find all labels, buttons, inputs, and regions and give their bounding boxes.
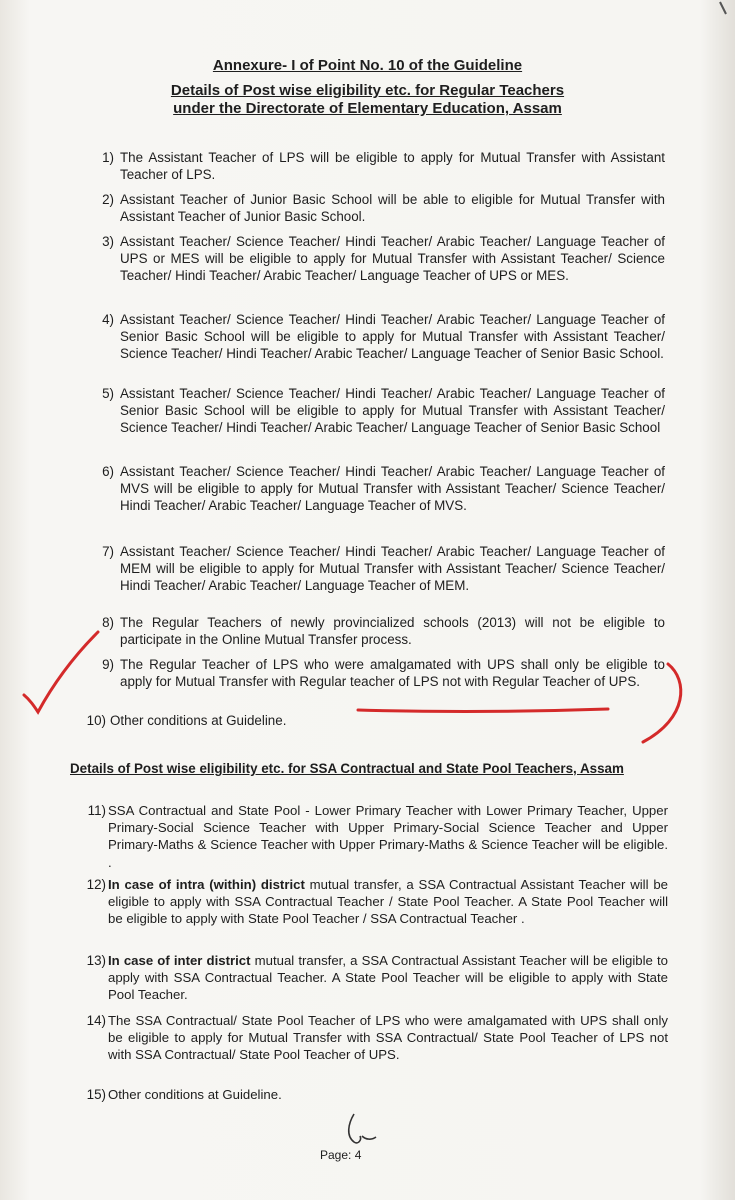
item-text: Other conditions at Guideline. [110, 713, 287, 728]
signature-mark [340, 1110, 390, 1150]
item-number: 2) [102, 192, 114, 207]
item-body-text: mutual transfer, a SSA Contractual Assistant Teacher will be eligible to apply with SSA Contractual Teacher. A State Pool Teacher will be eligible to apply with State Pool Teacher. [108, 953, 668, 1003]
page-number: Page: 4 [320, 1148, 362, 1162]
page-title: Annexure- I of Point No. 10 of the Guideline [212, 57, 523, 74]
item-text: Assistant Teacher/ Science Teacher/ Hindi Teacher/ Arabic Teacher/ Language Teacher of MVS will be eligible to apply for Mutual Transfer with Assistant Teacher/ Science Teacher/ Hindi Teacher/ Arabic Teacher/ Language Teacher of MVS. [120, 464, 665, 514]
scan-corner-mark [700, 0, 735, 40]
item-number: 1) [102, 150, 114, 165]
item-number: 14) [86, 1013, 106, 1028]
item-number: 13) [86, 953, 106, 968]
item-number: 9) [102, 657, 114, 672]
item-text [108, 876, 668, 928]
item-number: 10) [86, 713, 106, 728]
item-text: The Regular Teachers of newly provincialized schools (2013) will not be eligible to participate in the Online Mutual Transfer process. [120, 615, 665, 648]
item-text: Assistant Teacher of Junior Basic School will be able to eligible for Mutual Transfer with Assistant Teacher of Junior Basic School. [120, 192, 665, 225]
item-bold-text: In case of inter district [108, 953, 251, 968]
item-text: Assistant Teacher/ Science Teacher/ Hindi Teacher/ Arabic Teacher/ Language Teacher of MEM will be eligible to apply for Mutual Transfer with Assistant Teacher/ Science Teacher/ Hindi Teacher/ Arabic Teacher/ Language Teacher of MEM. [120, 544, 665, 594]
item-number: 5) [102, 386, 114, 401]
item-text [108, 1012, 668, 1064]
item-text: The Regular Teacher of LPS who were amalgamated with UPS shall only be eligible to apply for Mutual Transfer with Regular teacher of LPS not with Regular Teacher of UPS. [120, 657, 665, 690]
item-text: Assistant Teacher/ Science Teacher/ Hindi Teacher/ Arabic Teacher/ Language Teacher of Senior Basic School will be eligible to apply for Mutual Transfer with Assistant Teacher/ Science Teacher/ Hindi Teacher/ Arabic Teacher/ Language Teacher of Senior Basic School. [120, 312, 665, 362]
item-text: Assistant Teacher/ Science Teacher/ Hindi Teacher/ Arabic Teacher/ Language Teacher of Senior Basic School will be eligible to apply for Mutual Transfer with Assistant Teacher/ Science Teacher/ Hindi Teacher/ Arabic Teacher/ Language Teacher of Senior Basic School [120, 386, 665, 436]
item-body-text: mutual transfer, a SSA Contractual Assistant Teacher will be eligible to apply with SSA Contractual Teacher / State Pool Teacher. A State Pool Teacher will be eligible to apply with State Pool Teacher / SSA Contractual Teacher . [108, 877, 668, 927]
item-body-text: Other conditions at Guideline. [108, 1087, 282, 1102]
item-number: 15) [86, 1087, 106, 1102]
item-body-text: The SSA Contractual/ State Pool Teacher of LPS who were amalgamated with UPS shall only be eligible to apply for Mutual Transfer with SSA Contractual/ State Pool Teacher of LPS not with SSA Contractual/ State Pool Teacher of UPS. [108, 1013, 668, 1063]
subtitle-line-2: under the Directorate of Elementary Education, Assam [173, 100, 562, 117]
item-text [108, 952, 668, 1004]
subtitle-line-1: Details of Post wise eligibility etc. for Regular Teachers [170, 82, 565, 99]
item-number: 7) [102, 544, 114, 559]
item-number: 4) [102, 312, 114, 327]
section2-heading: Details of Post wise eligibility etc. for SSA Contractual and State Pool Teachers, Assam [70, 761, 624, 776]
item-text [108, 802, 668, 871]
item-number: 11) [87, 803, 106, 818]
item-number: 3) [102, 234, 114, 249]
item-text [108, 1086, 668, 1103]
red-checkmark [24, 632, 98, 712]
item-text: The Assistant Teacher of LPS will be eligible to apply for Mutual Transfer with Assistant Teacher of LPS. [120, 150, 665, 183]
item-number: 12) [86, 877, 106, 892]
item-number: 6) [102, 464, 114, 479]
item-body-text: SSA Contractual and State Pool - Lower Primary Teacher with Lower Primary Teacher, Upper Primary-Social Science Teacher with Upper Primary-Social Science Teacher and Upper Primary-Maths & Science Teacher with Upper Primary-Maths & Science Teacher will be eligible. . [108, 803, 668, 870]
item-text: Assistant Teacher/ Science Teacher/ Hindi Teacher/ Arabic Teacher/ Language Teacher of UPS or MES will be eligible to apply for Mutual Transfer with Assistant Teacher/ Science Teacher/ Hindi Teacher/ Arabic Teacher/ Language Teacher of UPS or MES. [120, 234, 665, 284]
item-number: 8) [102, 615, 114, 630]
item-bold-text: In case of intra (within) district [108, 877, 305, 892]
